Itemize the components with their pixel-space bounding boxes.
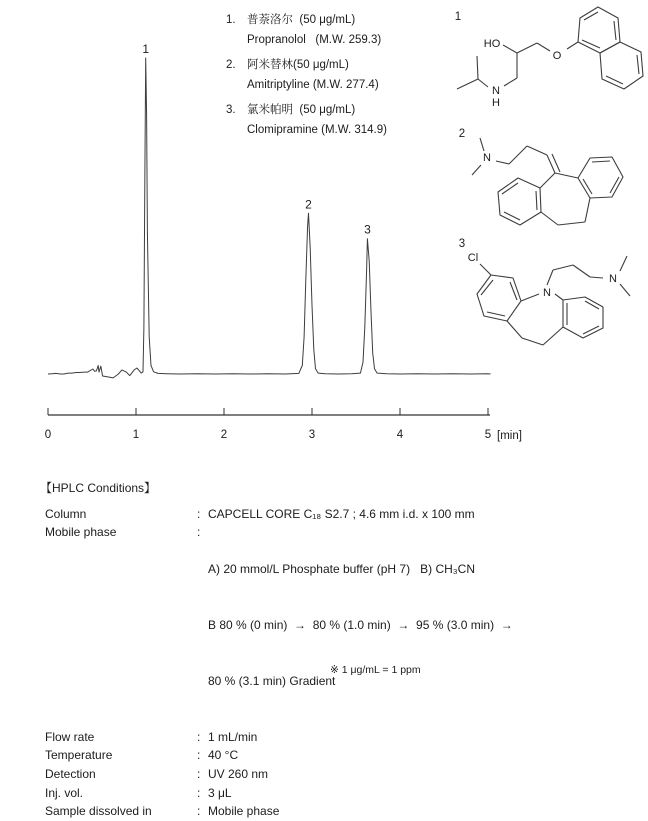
legend-compound-cn: 普萘洛尔 (50 μg/mL)	[247, 14, 356, 26]
hplc-conditions-table	[45, 505, 630, 821]
x-axis-tick-label: 2	[220, 429, 228, 441]
bond-line	[487, 312, 505, 316]
bond-line	[477, 56, 478, 79]
legend-item-number: 3.	[226, 104, 236, 116]
bond-line	[600, 42, 643, 89]
x-axis-tick-label: 0	[44, 429, 52, 441]
bond-line	[583, 179, 592, 194]
propranolol-structure-drawing	[440, 0, 648, 122]
bond-line	[606, 76, 623, 84]
condition-row-column: Column : CAPCELL CORE C₁₈ S2.7 ; 4.6 mm i.d. x 100 mm	[45, 506, 475, 521]
bond-line	[478, 79, 488, 87]
bond-line	[504, 78, 517, 86]
x-axis-tick-label: 3	[308, 429, 316, 441]
bond-line	[578, 157, 623, 198]
structure-index-label: 2	[458, 128, 466, 140]
structure-index-label: 3	[458, 238, 466, 250]
bond-line	[543, 327, 563, 345]
atom-label: N	[492, 85, 500, 97]
condition-row-temperature: Temperature : 40 °C	[45, 748, 239, 763]
legend-item-number: 1.	[226, 14, 236, 26]
bond-line	[592, 161, 610, 162]
bond-line	[527, 146, 547, 155]
x-axis-tick-label: 4	[396, 429, 404, 441]
legend-compound-en: Clomipramine (M.W. 314.9)	[247, 124, 387, 136]
bond-line	[540, 173, 555, 188]
condition-row-mobile-phase: Mobile phase : A) 20 mmol/L Phosphate buffer (pH 7) B) CH₃CN B 80 % (0 min) → 80 % (1.0 min) → 95 % (3.0 min) → 80 % (3.1 min) Gradient	[45, 525, 513, 688]
peak-label-2: 2	[305, 197, 312, 212]
bond-line	[563, 297, 603, 338]
bond-line	[503, 45, 517, 53]
legend-compound-en: Propranolol (M.W. 259.3)	[247, 34, 382, 46]
legend-item-2	[226, 55, 387, 95]
structure-index-label: 1	[454, 11, 462, 23]
condition-row-detection: Detection : UV 260 nm	[45, 766, 269, 781]
hplc-conditions-title: 【HPLC Conditions】	[40, 481, 157, 495]
bond-line	[582, 40, 600, 48]
clomipramine-structure-drawing	[430, 235, 648, 370]
legend-item-3	[226, 100, 387, 140]
bond-line	[614, 21, 616, 40]
bond-line	[521, 294, 539, 301]
bond-line	[537, 43, 550, 51]
bond-line	[522, 338, 543, 345]
bond-line	[480, 264, 491, 275]
hplc-conditions-section	[40, 479, 630, 821]
bond-line	[496, 161, 509, 164]
bond-line	[585, 198, 590, 222]
atom-label: N	[609, 273, 617, 285]
legend-compound-cn: 阿米替林(50 μg/mL)	[247, 59, 349, 71]
x-axis-unit-label: [min]	[497, 430, 522, 442]
condition-row-inj-vol: Inj. vol. : 3 μL	[45, 785, 232, 800]
atom-label: H	[492, 97, 500, 109]
bond-line	[578, 7, 620, 53]
bond-line	[620, 284, 630, 296]
bond-line	[517, 43, 537, 53]
bond-line	[472, 165, 481, 175]
bond-line	[585, 301, 599, 309]
bond-line	[620, 256, 627, 271]
bond-line	[567, 42, 578, 49]
peak-legend	[226, 10, 387, 145]
bond-line	[457, 79, 478, 89]
atom-label: Cl	[467, 252, 479, 264]
bond-line	[509, 146, 527, 164]
bond-line	[510, 282, 517, 300]
bond-line	[610, 177, 619, 193]
bond-line	[498, 178, 541, 225]
bond-line	[553, 265, 573, 270]
bond-line	[590, 277, 603, 278]
bond-line	[536, 191, 537, 210]
amitriptyline-structure-drawing	[430, 125, 648, 240]
atom-label: HO	[483, 38, 501, 50]
bond-line	[480, 138, 484, 151]
legend-compound-en: Amitriptyline (M.W. 277.4)	[247, 79, 379, 91]
legend-item-1	[226, 10, 387, 50]
x-axis-tick-label: 1	[132, 429, 140, 441]
atom-label: N	[483, 152, 491, 164]
x-axis-tick-label: 5	[484, 429, 492, 441]
atom-label: N	[543, 287, 551, 299]
condition-row-flow-rate: Flow rate : 1 mL/min	[45, 729, 258, 744]
bond-line	[541, 212, 558, 225]
bond-line	[558, 222, 585, 225]
bond-line	[555, 173, 578, 178]
legend-item-number: 2.	[226, 59, 236, 71]
bond-line	[573, 265, 590, 277]
bond-line	[583, 326, 599, 334]
bond-line	[637, 55, 639, 74]
atom-label: O	[552, 50, 562, 62]
condition-row-sample-dissolved-in: Sample dissolved in : Mobile phase	[45, 804, 280, 819]
bond-line	[584, 12, 598, 20]
peak-label-1: 1	[142, 42, 150, 56]
bond-line	[502, 183, 518, 194]
bond-line	[555, 294, 563, 300]
bond-line	[507, 321, 522, 338]
peak-label-3: 3	[364, 222, 371, 237]
ppm-footnote: ※ 1 μg/mL = 1 ppm	[330, 664, 421, 676]
legend-compound-cn: 氯米帕明 (50 μg/mL)	[247, 104, 356, 116]
bond-line	[481, 280, 493, 295]
bond-line	[547, 270, 553, 285]
bond-line	[477, 275, 521, 321]
